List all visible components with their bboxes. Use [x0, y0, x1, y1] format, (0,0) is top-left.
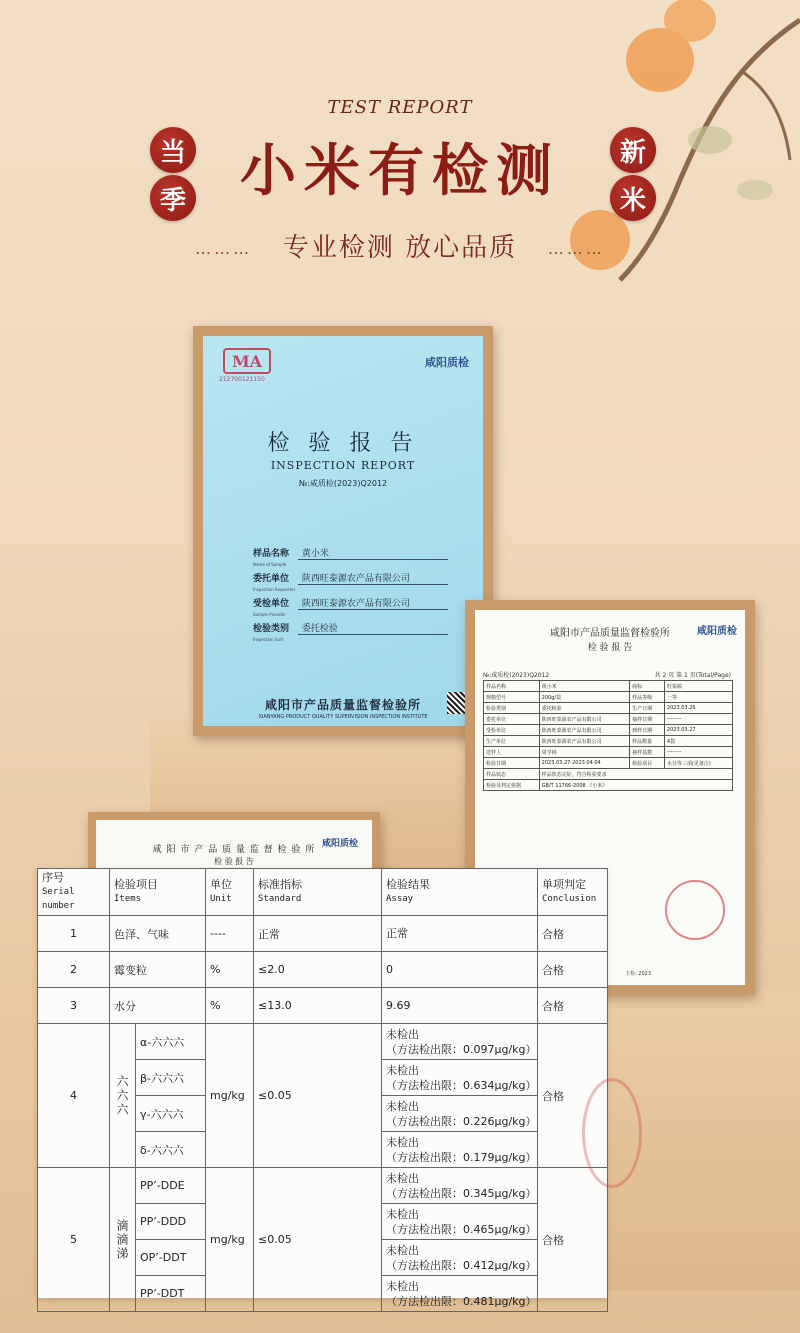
- serial-cell: 1: [38, 916, 110, 952]
- report-info-row: [484, 714, 733, 725]
- report-info-row: [484, 780, 733, 791]
- cover-row-value: 陕西旺泰源农产品有限公司: [298, 596, 448, 610]
- results-institute: 咸 阳 市 产 品 质 量 监 督 检 验 所: [152, 845, 316, 855]
- header-assay: 检验结果 Assay: [382, 869, 538, 916]
- cover-row: [253, 621, 448, 642]
- unit-cell: ----: [206, 916, 254, 952]
- report-info-cell: --------: [664, 747, 732, 758]
- xianyang-qc-logo: 咸阳质检: [697, 626, 737, 637]
- detection-limit: （方法检出限：0.481μg/kg）: [386, 1294, 537, 1308]
- assay-result: 未检出: [386, 1027, 419, 1041]
- report-info-row: [484, 747, 733, 758]
- assay-cell: [382, 1024, 538, 1060]
- sub-item-cell: γ-六六六: [136, 1096, 206, 1132]
- standard-cell: 正常: [254, 916, 382, 952]
- page-report-title: 检 验 报 告: [587, 643, 633, 653]
- conclusion-cell: 合格: [538, 952, 608, 988]
- assay-result: 未检出: [386, 1207, 419, 1221]
- detection-limit: （方法检出限：0.465μg/kg）: [386, 1222, 537, 1236]
- table-row: [38, 1168, 608, 1204]
- certificate-cover: [203, 336, 483, 726]
- table-row: [38, 916, 608, 952]
- cover-row-sub: Name of Sample: [253, 562, 287, 567]
- cover-row-value: 黄小米: [298, 546, 448, 560]
- assay-result: 未检出: [386, 1135, 419, 1149]
- assay-cell: [382, 1204, 538, 1240]
- results-title: 检 验 报 告: [214, 857, 254, 866]
- conclusion-cell: 合格: [538, 1168, 608, 1312]
- report-info-cell: 到样日期: [630, 725, 665, 736]
- dots-right: ………: [547, 239, 605, 258]
- cover-title-en: INSPECTION REPORT: [270, 459, 416, 472]
- results-table-panel: [37, 868, 607, 1308]
- serial-cell: 3: [38, 988, 110, 1024]
- report-info-cell: 旺泰源: [664, 681, 732, 692]
- report-info-cell: 4袋: [664, 736, 732, 747]
- detection-limit: （方法检出限：0.097μg/kg）: [386, 1042, 537, 1056]
- sub-item-cell: PP’-DDE: [136, 1168, 206, 1204]
- detection-limit: （方法检出限：0.179μg/kg）: [386, 1150, 537, 1164]
- subtitle: [0, 227, 800, 264]
- seal-right-top: 新: [610, 127, 656, 173]
- certificate-cover-frame: [193, 326, 493, 736]
- cma-number: 212700121150: [219, 376, 265, 383]
- report-info-cell: 样品等级: [630, 692, 665, 703]
- assay-cell: 正常: [382, 916, 538, 952]
- assay-result: 未检出: [386, 1279, 419, 1293]
- report-info-cell: 委托检验: [539, 703, 629, 714]
- page-count: 共 2 页 第 1 页(Total/Page): [654, 672, 731, 679]
- report-info-cell: 检验类别: [484, 703, 540, 714]
- report-info-cell: 陕西旺泰源农产品有限公司: [539, 736, 629, 747]
- page-title: 小米有检测: [240, 138, 560, 204]
- detection-limit: （方法检出限：0.226μg/kg）: [386, 1114, 537, 1128]
- cover-row-sub: Inspection Requester: [253, 587, 296, 592]
- item-cell: 水分: [110, 988, 206, 1024]
- report-info-cell: 周学林: [539, 747, 629, 758]
- header-items: 检验项目 Items: [110, 869, 206, 916]
- cover-row-value: 委托检验: [298, 621, 448, 635]
- sub-item-cell: β-六六六: [136, 1060, 206, 1096]
- cover-row-value: 陕西旺泰源农产品有限公司: [298, 571, 448, 585]
- report-info-cell: 一等: [664, 692, 732, 703]
- cover-row-sub: Sample Provider: [253, 612, 286, 617]
- seal-right-bottom: 米: [610, 175, 656, 221]
- test-report-label: TEST REPORT: [327, 97, 473, 118]
- conclusion-cell: 合格: [538, 916, 608, 952]
- assay-cell: 0: [382, 952, 538, 988]
- report-info-cell: GB/T 11766-2008 《小米》: [539, 780, 732, 791]
- report-info-cell: 抽样日期: [630, 714, 665, 725]
- report-info-cell: 样品数量: [630, 736, 665, 747]
- report-info-cell: 黄小米: [539, 681, 629, 692]
- unit-cell: %: [206, 988, 254, 1024]
- report-info-cell: 样品状态: [484, 769, 540, 780]
- item-cell: 霉变粒: [110, 952, 206, 988]
- header-standard: 标准指标 Standard: [254, 869, 382, 916]
- cover-row: [253, 596, 448, 617]
- report-info-table: [483, 680, 733, 791]
- cover-title: 检 验 报 告: [267, 431, 419, 456]
- report-info-cell: 200g/袋: [539, 692, 629, 703]
- report-info-cell: 生产单位: [484, 736, 540, 747]
- report-info-cell: 委托单位: [484, 714, 540, 725]
- red-stamp-icon: [582, 1078, 642, 1188]
- xianyang-qc-logo: 咸阳质检: [321, 839, 358, 849]
- assay-cell: [382, 1276, 538, 1312]
- report-info-cell: 抽样基数: [630, 747, 665, 758]
- standard-cell: ≤13.0: [254, 988, 382, 1024]
- report-info-cell: 检验项目: [630, 758, 665, 769]
- table-row: [38, 988, 608, 1024]
- cover-report-no: №:咸质检(2023)Q2012: [298, 479, 388, 488]
- cover-institute-en: XIANYANG PRODUCT QUALITY SUPERVISION INSPECTION INSTITUTE: [258, 714, 428, 720]
- serial-cell: 2: [38, 952, 110, 988]
- serial-cell: 4: [38, 1024, 110, 1168]
- report-info-cell: 样品名称: [484, 681, 540, 692]
- assay-cell: [382, 1240, 538, 1276]
- sub-item-cell: PP’-DDT: [136, 1276, 206, 1312]
- assay-result: 未检出: [386, 1171, 419, 1185]
- standard-cell: ≤0.05: [254, 1168, 382, 1312]
- conclusion-cell: 合格: [538, 1024, 608, 1168]
- cover-row-label: 受检单位: [253, 599, 290, 609]
- table-row: [38, 1024, 608, 1060]
- report-info-cell: 商标: [630, 681, 665, 692]
- detection-limit: （方法检出限：0.634μg/kg）: [386, 1078, 537, 1092]
- sub-item-cell: δ-六六六: [136, 1132, 206, 1168]
- report-info-cell: --------: [664, 714, 732, 725]
- assay-result: 未检出: [386, 1243, 419, 1257]
- standard-cell: ≤0.05: [254, 1024, 382, 1168]
- report-info-cell: 检验及判定依据: [484, 780, 540, 791]
- report-info-cell: 2023.03.27-2023.04.04: [539, 758, 629, 769]
- red-stamp-icon: [665, 880, 725, 940]
- sub-item-cell: PP’-DDD: [136, 1204, 206, 1240]
- report-info-row: [484, 681, 733, 692]
- report-info-row: [484, 736, 733, 747]
- header-unit: 单位 Unit: [206, 869, 254, 916]
- group-name-cell: 滴滴涕: [110, 1168, 136, 1312]
- sub-item-cell: α-六六六: [136, 1024, 206, 1060]
- group-name-cell: 六六六: [110, 1024, 136, 1168]
- page-report-no: №:咸质检(2023)Q2012: [483, 672, 550, 679]
- standard-cell: ≤2.0: [254, 952, 382, 988]
- assay-cell: [382, 1060, 538, 1096]
- conclusion-cell: 合格: [538, 988, 608, 1024]
- header-serial: 序号 Serial number: [38, 869, 110, 916]
- assay-cell: [382, 1168, 538, 1204]
- report-info-cell: 生产日期: [630, 703, 665, 714]
- cma-logo: MA: [223, 348, 271, 374]
- sub-item-cell: OP’-DDT: [136, 1240, 206, 1276]
- cover-row-label: 检验类别: [253, 624, 290, 634]
- assay-result: 未检出: [386, 1099, 419, 1113]
- report-info-row: [484, 725, 733, 736]
- assay-result: 未检出: [386, 1063, 419, 1077]
- dots-left: ………: [195, 239, 253, 258]
- detection-limit: （方法检出限：0.345μg/kg）: [386, 1186, 537, 1200]
- assay-cell: 9.69: [382, 988, 538, 1024]
- report-info-cell: 水分等三项(见备注): [664, 758, 732, 769]
- report-info-row: [484, 769, 733, 780]
- seal-left-bottom: 季: [150, 175, 196, 221]
- cover-row-label: 样品名称: [253, 549, 290, 559]
- cover-institute: 咸阳市产品质量监督检验所: [264, 698, 421, 712]
- item-cell: 色泽、气味: [110, 916, 206, 952]
- cover-row: [253, 571, 448, 592]
- report-info-cell: 送样人: [484, 747, 540, 758]
- page-institute: 咸阳市产品质量监督检验所: [550, 628, 670, 639]
- subtitle-text: 专业检测 放心品质: [282, 233, 518, 263]
- report-info-row: [484, 692, 733, 703]
- report-info-cell: 2023.03.26: [664, 703, 732, 714]
- xianyang-qc-logo: 咸阳质检: [425, 356, 469, 369]
- header: [0, 95, 800, 275]
- unit-cell: %: [206, 952, 254, 988]
- assay-cell: [382, 1096, 538, 1132]
- assay-cell: [382, 1132, 538, 1168]
- cover-row-label: 委托单位: [253, 574, 290, 584]
- report-info-cell: 样品状态完好，符合检验要求: [539, 769, 732, 780]
- results-table: [37, 868, 608, 1312]
- report-info-cell: 陕西旺泰源农产品有限公司: [539, 714, 629, 725]
- seal-left-top: 当: [150, 127, 196, 173]
- cover-row-sub: Inspection Sort: [253, 637, 284, 642]
- report-info-row: [484, 758, 733, 769]
- report-info-cell: 检验日期: [484, 758, 540, 769]
- page-chief: 主检: 2023: [625, 971, 651, 977]
- serial-cell: 5: [38, 1168, 110, 1312]
- detection-limit: （方法检出限：0.412μg/kg）: [386, 1258, 537, 1272]
- unit-cell: mg/kg: [206, 1168, 254, 1312]
- table-row: [38, 952, 608, 988]
- header-conclusion: 单项判定 Conclusion: [538, 869, 608, 916]
- unit-cell: mg/kg: [206, 1024, 254, 1168]
- report-info-cell: 规格型号: [484, 692, 540, 703]
- report-info-cell: 2023.03.27: [664, 725, 732, 736]
- report-info-cell: 陕西旺泰源农产品有限公司: [539, 725, 629, 736]
- cover-row: [253, 546, 448, 567]
- report-info-cell: 受检单位: [484, 725, 540, 736]
- report-info-row: [484, 703, 733, 714]
